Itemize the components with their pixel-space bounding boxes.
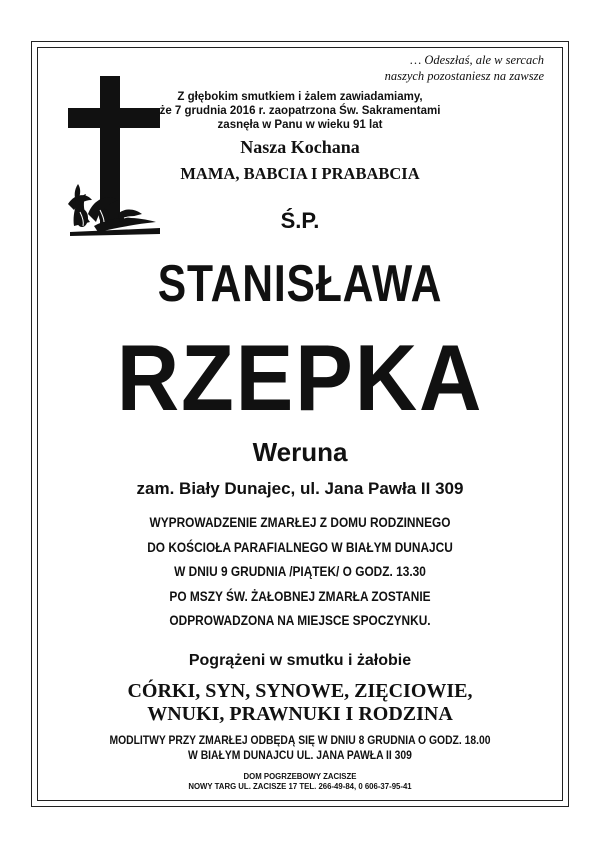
ceremony-line-4: PO MSZY ŚW. ŻAŁOBNEJ ZMARŁA ZOSTANIE <box>169 588 431 604</box>
ceremony-line-5: ODPROWADZONA NA MIEJSCE SPOCZYNKU. <box>169 613 431 629</box>
cross-horizontal <box>68 108 160 128</box>
mourners-heading: Pogrążeni w smutku i żałobie <box>188 652 412 669</box>
mourners-line-2: WNUKI, PRAWNUKI I RODZINA <box>147 703 453 725</box>
announcement <box>150 90 450 132</box>
sp-title: Ś.P. <box>280 208 320 233</box>
prayer-line-1: MODLITWY PRZY ZMARŁEJ ODBĘDĄ SIĘ W DNIU 8 GRUDNIA O GODZ. 18.00 <box>109 735 491 747</box>
cross-with-flowers-icon <box>64 76 164 236</box>
ceremony-line-2: DO KOŚCIOŁA PARAFIALNEGO W BIAŁYM DUNAJCU <box>147 539 453 555</box>
deceased-last-name: RZEPKA <box>116 325 484 430</box>
funeral-home <box>40 772 560 792</box>
family-relation: MAMA, BABCIA I PRABABCIA <box>180 164 420 183</box>
ceremony-line-1: WYPROWADZENIE ZMARŁEJ Z DOMU RODZINNEGO <box>149 515 451 530</box>
funeral-home-name: DOM POGRZEBOWY ZACISZE <box>243 772 357 781</box>
motto-line-2: naszych pozostaniesz na zawsze <box>384 69 544 83</box>
deceased-nickname: Weruna <box>252 437 348 467</box>
deceased-first-name: STANISŁAWA <box>157 255 443 313</box>
announcement-line-3: zasnęła w Panu w wieku 91 lat <box>217 119 383 131</box>
ceremony-line-3: W DNIU 9 GRUDNIA /PIĄTEK/ O GODZ. 13.30 <box>174 564 426 580</box>
prayer-info <box>66 734 534 764</box>
motto <box>280 52 548 84</box>
deceased-address: zam. Biały Dunajec, ul. Jana Pawła II 309 <box>136 479 464 498</box>
mourners-line-1: CÓRKI, SYN, SYNOWE, ZIĘCIOWIE, <box>127 680 473 702</box>
nasza-kochana: Nasza Kochana <box>240 137 360 157</box>
motto-line-1: … Odeszłaś, ale w sercach <box>410 53 544 67</box>
funeral-home-contact: NOWY TARG UL. ZACISZE 17 TEL. 266-49-84, 0 606-37-95-41 <box>188 782 412 791</box>
mourners-list <box>40 680 560 726</box>
ceremony-details <box>71 511 529 634</box>
prayer-line-2: W BIAŁYM DUNAJCU UL. JANA PAWŁA II 309 <box>188 750 412 762</box>
announcement-line-2: że 7 grudnia 2016 r. zaopatrzona Św. Sakramentami <box>159 105 441 117</box>
announcement-line-1: Z głębokim smutkiem i żalem zawiadamiamy, <box>177 91 423 103</box>
